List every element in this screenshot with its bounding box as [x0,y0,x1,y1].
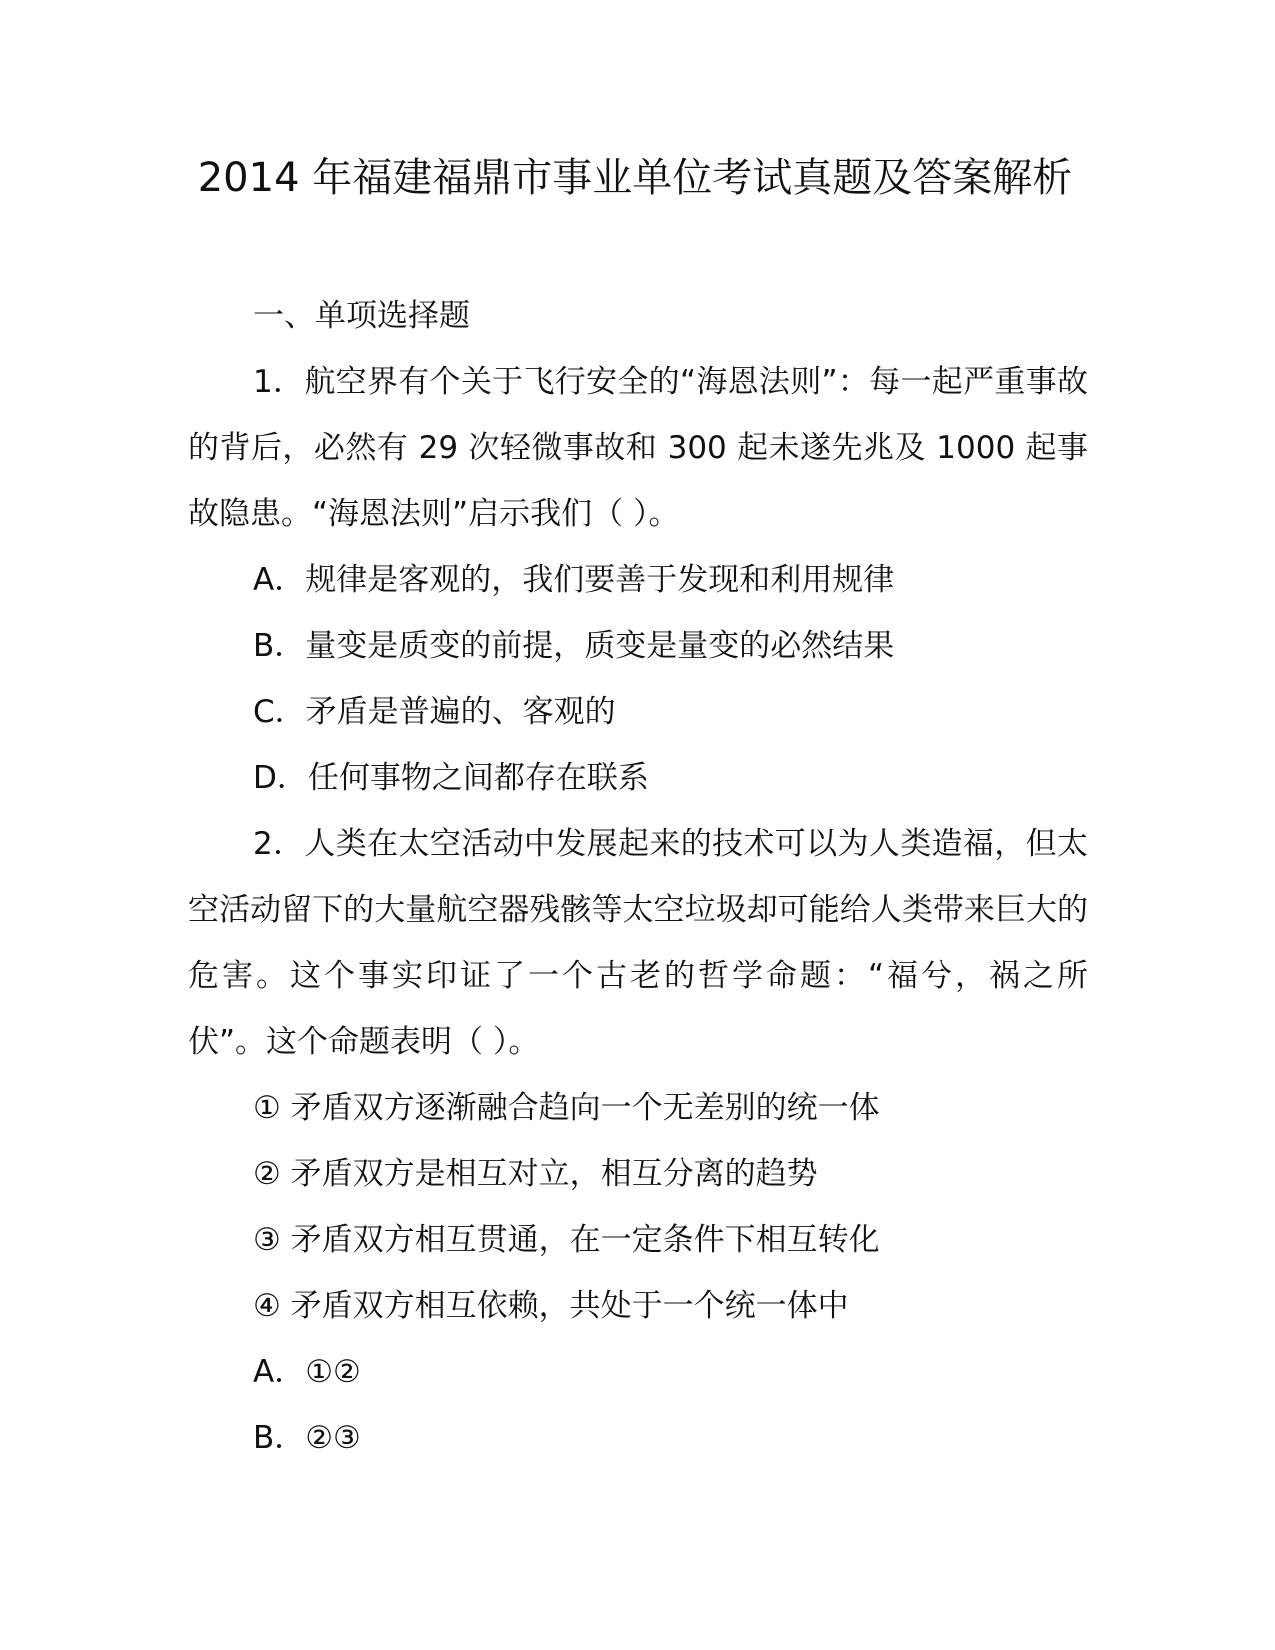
question-1-option-c: C．矛盾是普遍的、客观的 [253,694,616,730]
question-1-option-d: D．任何事物之间都存在联系 [253,760,649,796]
question-2-option-a: A．①② [253,1354,361,1390]
document-body [188,283,1088,1471]
question-1-option-a: A．规律是客观的，我们要善于发现和利用规律 [253,562,895,598]
document-title: 2014 年福建福鼎市事业单位考试真题及答案解析 [197,155,1073,201]
question-1-option-b: B．量变是质变的前提，质变是量变的必然结果 [253,628,895,664]
question-2-statement-1: ① 矛盾双方逐渐融合趋向一个无差别的统一体 [253,1090,880,1126]
question-2-statement-3: ③ 矛盾双方相互贯通，在一定条件下相互转化 [253,1222,880,1258]
question-2-text: 2．人类在太空活动中发展起来的技术可以为人类造福，但太空活动留下的大量航空器残骸等太空垃圾却可能给人类带来巨大的危害。这个事实印证了一个古老的哲学命题：“福兮，祸之所伏”。这个命题表明（ ）。 [188,826,1088,1060]
question-1-text: 1．航空界有个关于飞行安全的“海恩法则”：每一起严重事故的背后，必然有 29 次轻微事故和 300 起未遂先兆及 1000 起事故隐患。“海恩法则”启示我们（ ）。 [188,364,1088,532]
question-2-statement-2: ② 矛盾双方是相互对立，相互分离的趋势 [253,1156,818,1192]
section-heading: 一、单项选择题 [253,298,470,334]
question-2-statement-4: ④ 矛盾双方相互依赖，共处于一个统一体中 [253,1288,849,1324]
question-2-option-b: B．②③ [253,1420,361,1456]
